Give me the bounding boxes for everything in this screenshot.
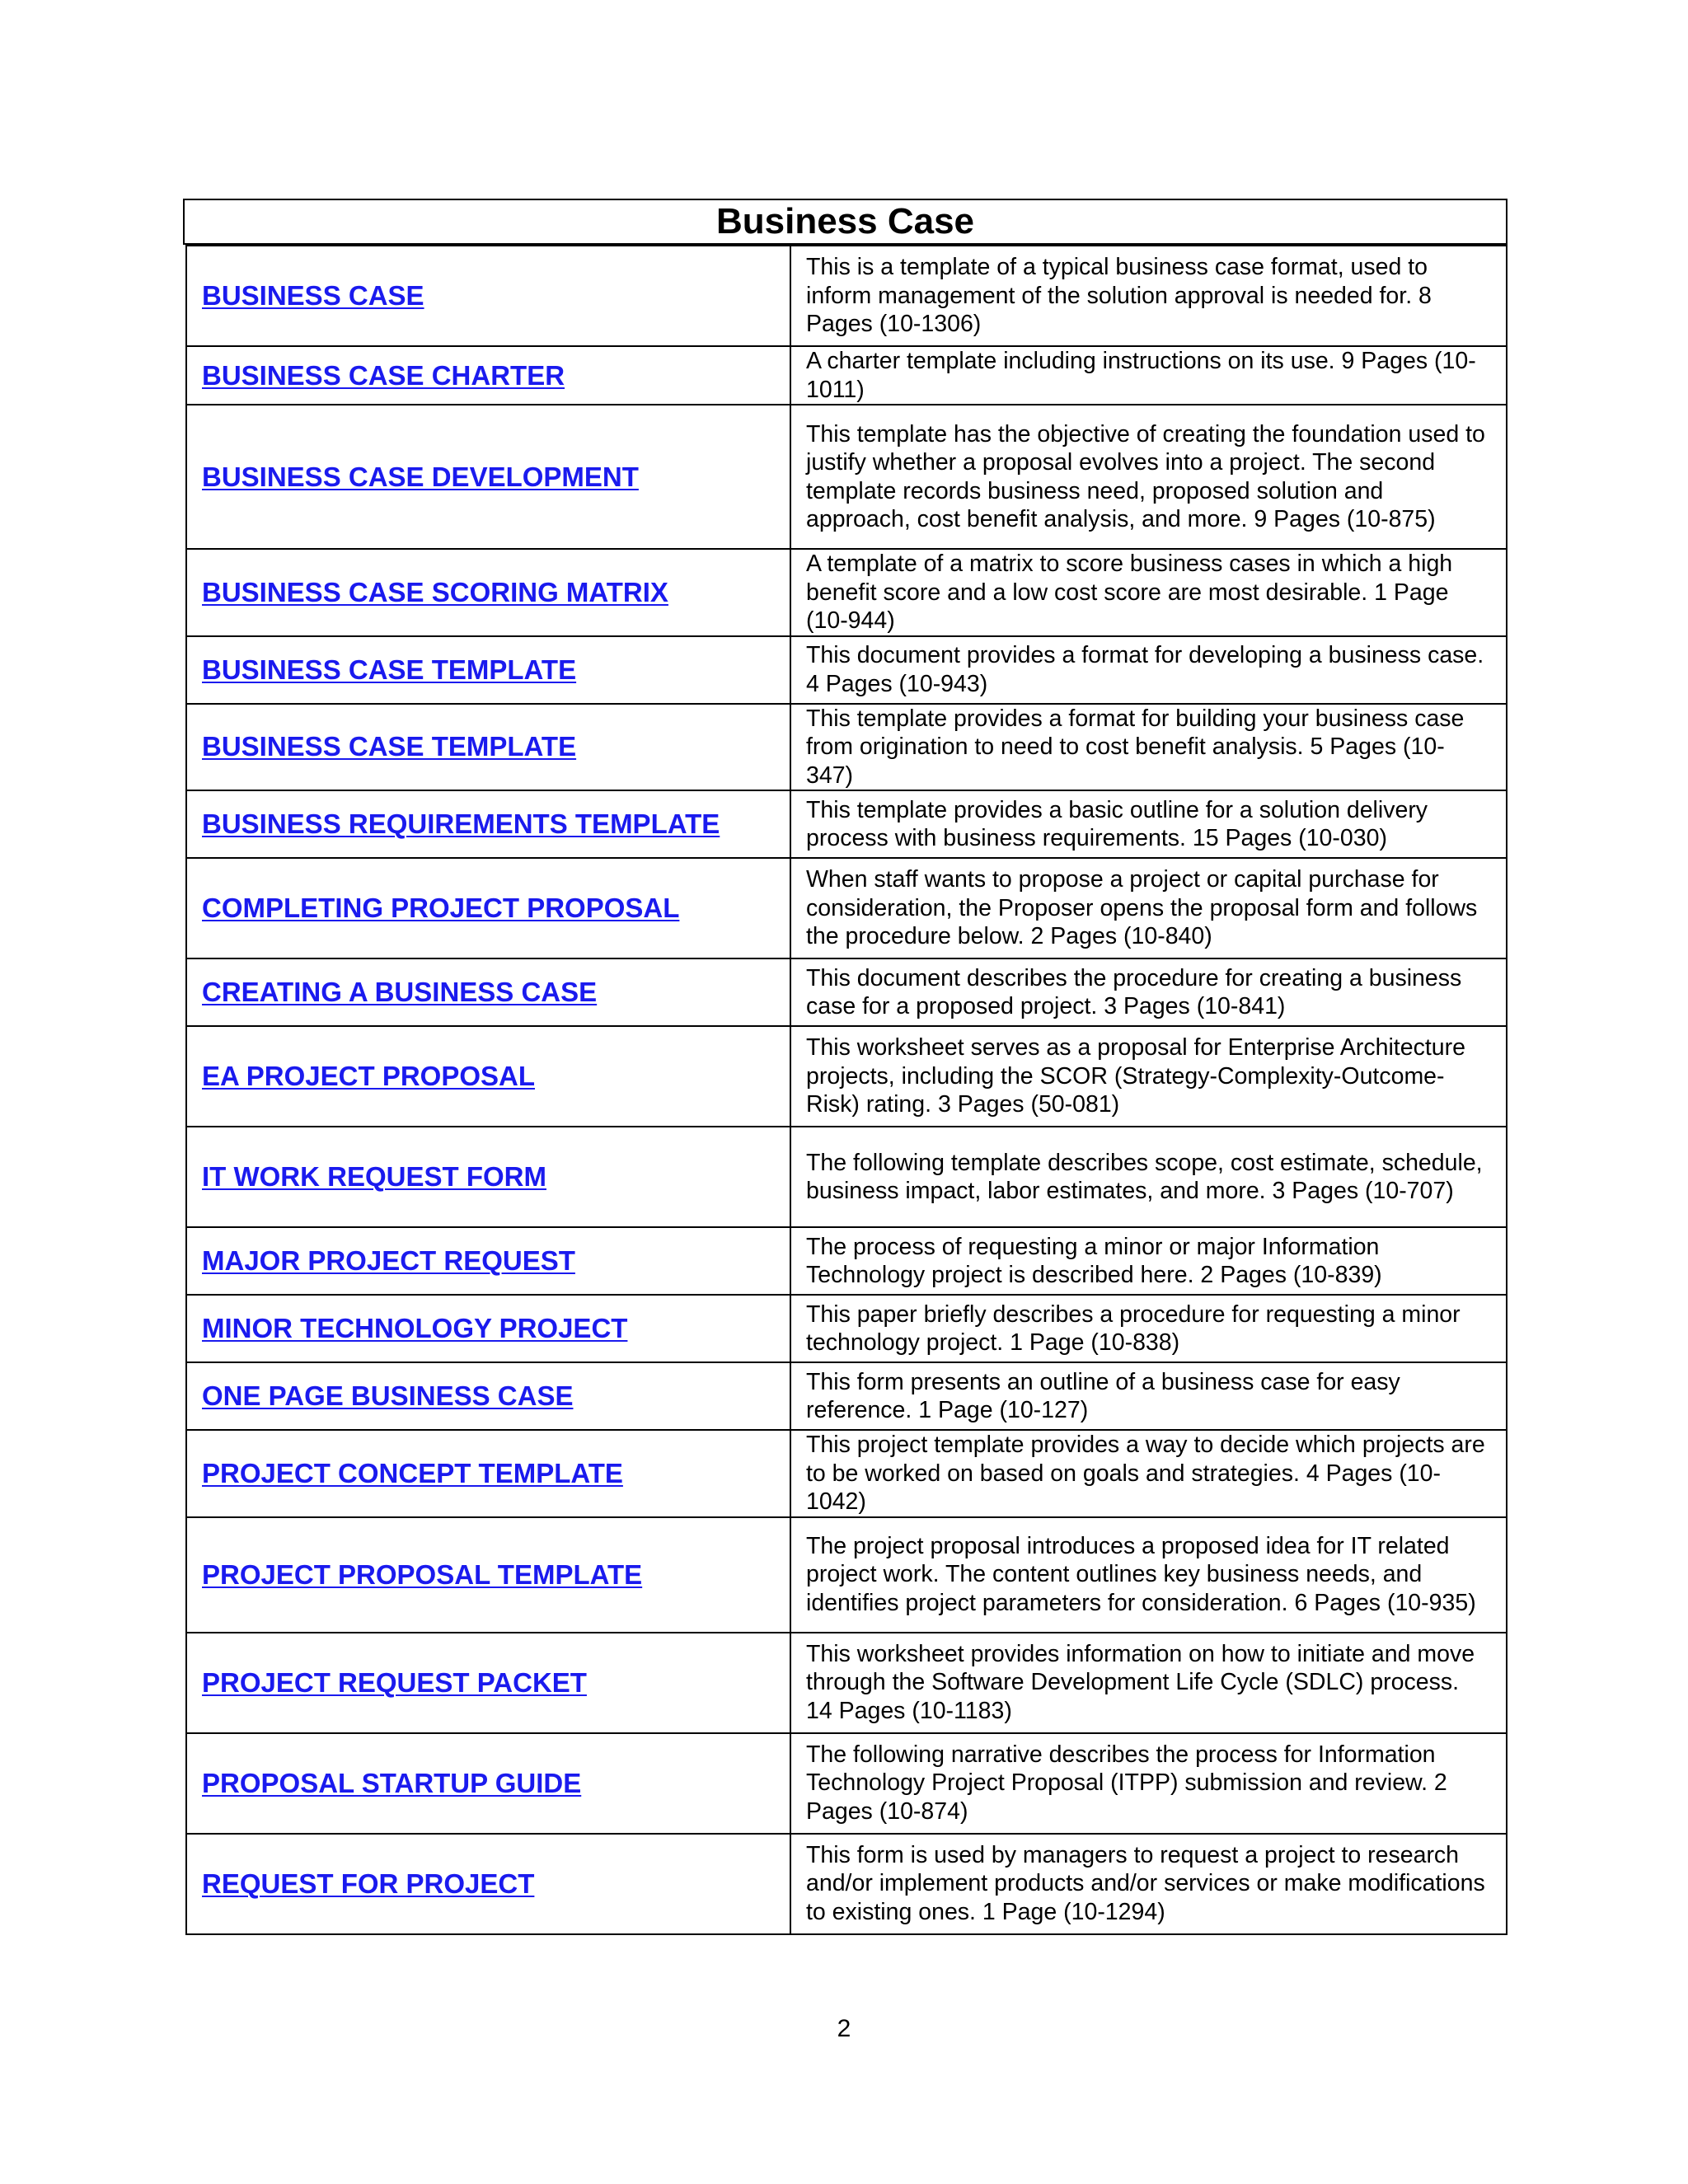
table-row [186, 1733, 1507, 1834]
document-link[interactable]: COMPLETING PROJECT PROPOSAL [202, 893, 680, 923]
document-name-cell [186, 1633, 790, 1733]
document-name-cell [186, 1127, 790, 1227]
section-title: Business Case [715, 201, 975, 241]
document-name-cell [186, 1362, 790, 1430]
document-description: This is a template of a typical business case format, used to inform management of the solution approval is needed for. 8 Pages (10-1306) [806, 254, 1432, 338]
document-link[interactable]: ONE PAGE BUSINESS CASE [202, 1380, 574, 1411]
document-description: This form is used by managers to request a project to research and/or implement products and/or services or make modifications to existing ones. 1 Page (10-1294) [806, 1841, 1485, 1925]
document-link[interactable]: BUSINESS CASE TEMPLATE [202, 731, 577, 762]
document-link[interactable]: PROJECT CONCEPT TEMPLATE [202, 1457, 623, 1488]
document-description-cell [790, 549, 1507, 636]
document-link[interactable]: PROPOSAL STARTUP GUIDE [202, 1767, 582, 1798]
table-row [186, 246, 1507, 346]
document-link[interactable]: BUSINESS CASE [202, 280, 424, 311]
document-name-cell [186, 549, 790, 636]
document-description-cell [790, 1517, 1507, 1633]
document-link[interactable]: BUSINESS CASE TEMPLATE [202, 654, 577, 685]
table-row [186, 1362, 1507, 1430]
document-description-cell [790, 1127, 1507, 1227]
document-description: When staff wants to propose a project or capital purchase for consideration, the Proposer opens the proposal form and follows the procedure below. 2 Pages (10-840) [806, 866, 1478, 950]
document-description-cell [790, 704, 1507, 791]
table-row [186, 858, 1507, 958]
document-description: This template provides a format for building your business case from origination to need to cost benefit analysis. 5 Pages (10-347) [806, 705, 1465, 789]
document-description: This form presents an outline of a business case for easy reference. 1 Page (10-127) [806, 1368, 1400, 1423]
document-name-cell [186, 790, 790, 858]
document-description-cell [790, 1633, 1507, 1733]
document-description: This document provides a format for developing a business case. 4 Pages (10-943) [806, 642, 1484, 697]
document-name-cell [186, 704, 790, 791]
table-row [186, 346, 1507, 405]
document-link[interactable]: CREATING A BUSINESS CASE [202, 977, 598, 1007]
table-row [186, 1127, 1507, 1227]
table-row [186, 405, 1507, 549]
table-row [186, 1295, 1507, 1362]
document-description-cell [790, 246, 1507, 346]
document-name-cell [186, 1733, 790, 1834]
document-description-cell [790, 1362, 1507, 1430]
document-description: The following template describes scope, cost estimate, schedule, business impact, labor estimates, and more. 3 Pages (10-707) [806, 1149, 1483, 1204]
document-link[interactable]: EA PROJECT PROPOSAL [202, 1061, 536, 1091]
document-link[interactable]: REQUEST FOR PROJECT [202, 1868, 535, 1899]
document-description: The following narrative describes the process for Information Technology Project Proposal (ITPP) submission and review. 2 Pages (10-874) [806, 1741, 1447, 1825]
document-description: A template of a matrix to score business cases in which a high benefit score and a low cost score are most desirable. 1 Page (10-944) [806, 551, 1453, 634]
document-name-cell [186, 858, 790, 958]
document-description-cell [790, 636, 1507, 704]
document-link[interactable]: IT WORK REQUEST FORM [202, 1161, 546, 1192]
document-link[interactable]: BUSINESS CASE SCORING MATRIX [202, 576, 668, 607]
table-row [186, 1227, 1507, 1295]
table-row [186, 549, 1507, 636]
document-link[interactable]: PROJECT PROPOSAL TEMPLATE [202, 1558, 643, 1590]
document-description: The process of requesting a minor or major Information Technology project is described here. 2 Pages (10-839) [806, 1233, 1382, 1288]
document-name-cell [186, 405, 790, 549]
document-name-cell [186, 1227, 790, 1295]
document-description-cell [790, 405, 1507, 549]
document-name-cell [186, 1517, 790, 1633]
table-row [186, 1026, 1507, 1127]
table-row [186, 790, 1507, 858]
table-row [186, 958, 1507, 1026]
table-row [186, 1834, 1507, 1934]
document-description: The project proposal introduces a proposed idea for IT related project work. The content outlines key business needs, and identifies project parameters for consideration. 6 Pages (10-935) [806, 1532, 1476, 1616]
document-description: This document describes the procedure for creating a business case for a proposed project. 3 Pages (10-841) [806, 964, 1462, 1019]
document-link[interactable]: PROJECT REQUEST PACKET [202, 1666, 587, 1698]
document-name-cell [186, 246, 790, 346]
document-link[interactable]: MAJOR PROJECT REQUEST [202, 1245, 575, 1276]
document-name-cell [186, 958, 790, 1026]
document-description-cell [790, 1733, 1507, 1834]
table-row [186, 1633, 1507, 1733]
document-description: A charter template including instructions on its use. 9 Pages (10-1011) [806, 348, 1476, 403]
document-description-cell [790, 958, 1507, 1026]
document-name-cell [186, 1430, 790, 1517]
document-description: This template has the objective of creating the foundation used to justify whether a proposal evolves into a project. The second template records business need, proposed solution and approach, cost benefit analysis, and more. 9 Pages (10-875) [806, 420, 1485, 532]
table-row [186, 704, 1507, 791]
document-description: This project template provides a way to decide which projects are to be worked on based on goals and strategies. 4 Pages (10-1042) [806, 1432, 1485, 1515]
document-name-cell [186, 346, 790, 405]
document-description: This template provides a basic outline for a solution delivery process with business requirements. 15 Pages (10-030) [806, 796, 1428, 851]
document-link[interactable]: BUSINESS REQUIREMENTS TEMPLATE [202, 808, 720, 839]
document-link[interactable]: BUSINESS CASE CHARTER [202, 359, 565, 391]
document-description-cell [790, 1295, 1507, 1362]
document-description-cell [790, 858, 1507, 958]
document-description-cell [790, 1227, 1507, 1295]
document-description-cell [790, 346, 1507, 405]
document-catalog-table [185, 245, 1507, 1935]
document-description-cell [790, 1834, 1507, 1934]
document-description-cell [790, 1026, 1507, 1127]
page-number: 2 [837, 2015, 851, 2042]
document-name-cell [186, 636, 790, 704]
section-title-box [183, 199, 1507, 245]
document-name-cell [186, 1026, 790, 1127]
document-description: This worksheet serves as a proposal for Enterprise Architecture projects, including the SCOR (Strategy-Complexity-Outcome-Risk) rating. 3 Pages (50-081) [806, 1034, 1465, 1118]
document-description: This paper briefly describes a procedure for requesting a minor technology project. 1 Page (10-838) [806, 1301, 1461, 1356]
table-row [186, 1517, 1507, 1633]
document-link[interactable]: BUSINESS CASE DEVELOPMENT [202, 461, 639, 492]
document-link[interactable]: MINOR TECHNOLOGY PROJECT [202, 1313, 628, 1343]
document-name-cell [186, 1295, 790, 1362]
document-description-cell [790, 790, 1507, 858]
document-description-cell [790, 1430, 1507, 1517]
document-description: This worksheet provides information on how to initiate and move through the Software Development Life Cycle (SDLC) process. 14 Pages (10-1183) [806, 1640, 1475, 1724]
table-row [186, 636, 1507, 704]
document-name-cell [186, 1834, 790, 1934]
table-row [186, 1430, 1507, 1517]
